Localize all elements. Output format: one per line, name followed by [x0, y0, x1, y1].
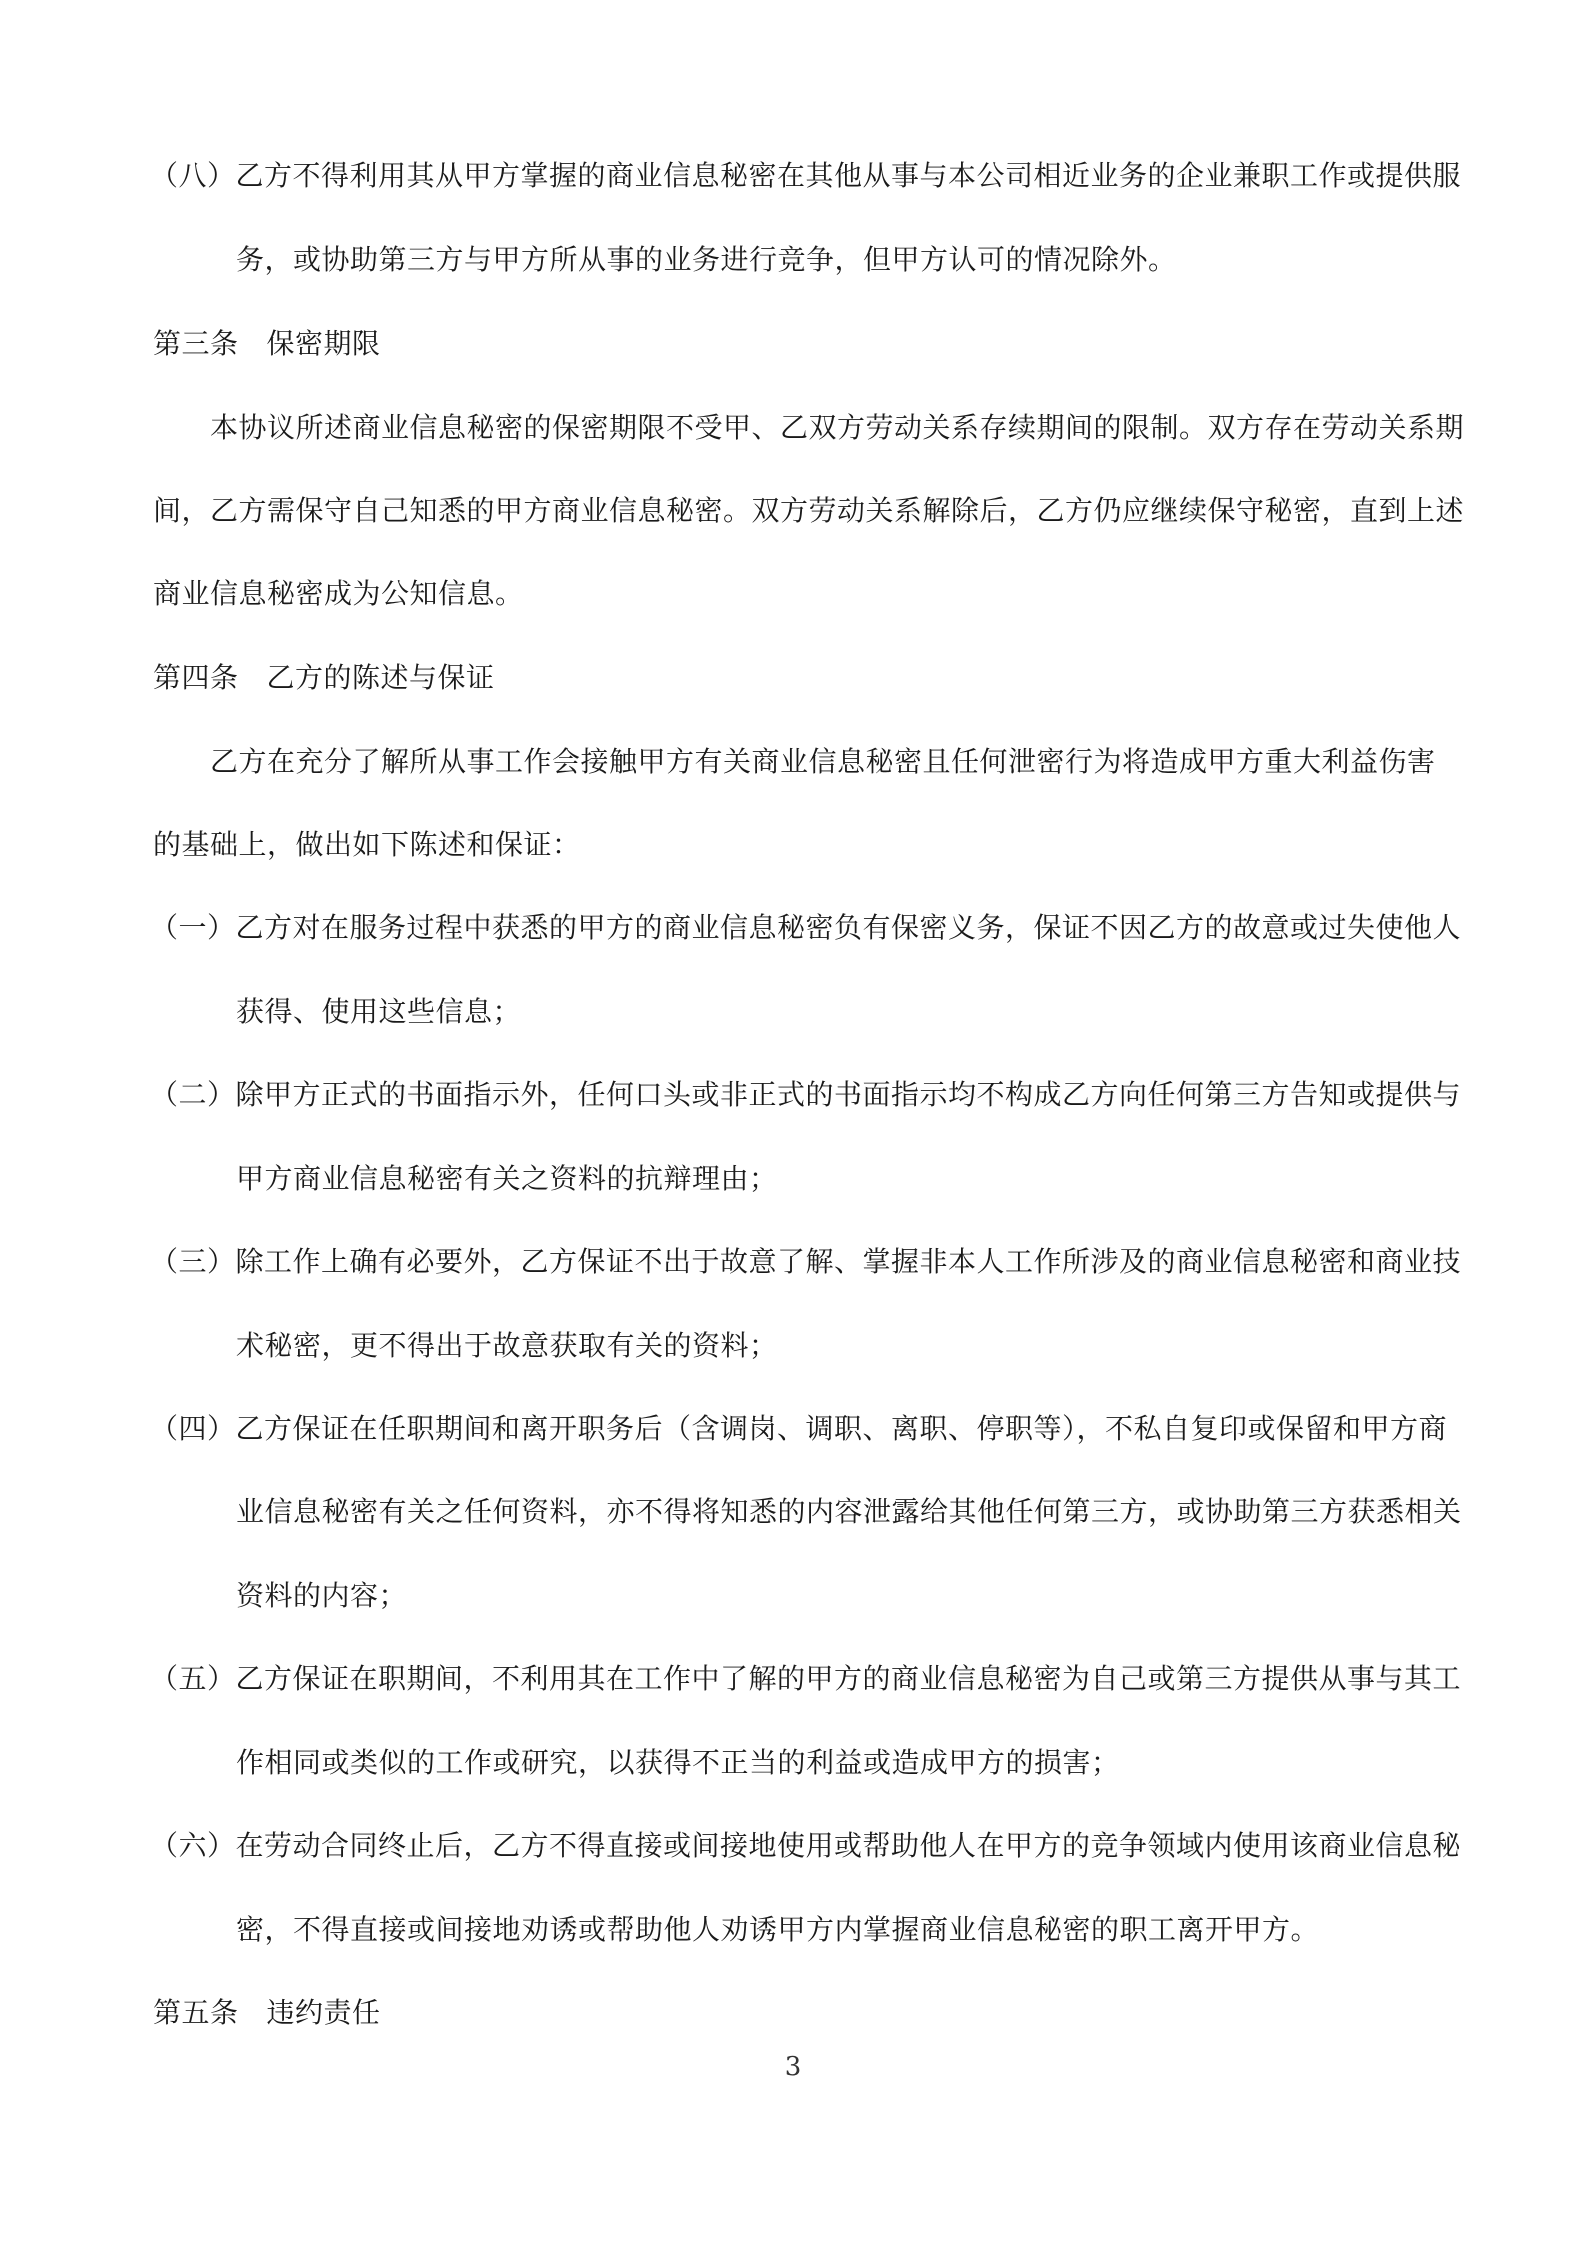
page-number: 3 [784, 2052, 802, 2082]
item-8-line-2: 务，或协助第三方与甲方所从事的业务进行竞争，但甲方认可的情况除外。 [236, 243, 1177, 276]
article-4-item-1-line-1: （一）乙方对在服务过程中获悉的甲方的商业信息秘密负有保密义务，保证不因乙方的故意或过失使他人 [150, 911, 1462, 944]
article-4-item-4-line-3: 资料的内容； [236, 1579, 408, 1612]
article-4-intro-line-1: 乙方在充分了解所从事工作会接触甲方有关商业信息秘密且任何泄密行为将造成甲方重大利益伤害 [210, 745, 1436, 778]
article-3-number: 第三条 [153, 327, 239, 360]
article-3-title: 保密期限 [266, 327, 381, 360]
article-3-para-line-3: 商业信息秘密成为公知信息。 [153, 577, 524, 610]
article-4-heading [153, 658, 495, 698]
article-3-para-line-1: 本协议所述商业信息秘密的保密期限不受甲、乙双方劳动关系存续期间的限制。双方存在劳动关系期 [210, 411, 1465, 444]
article-4-item-5-line-2: 作相同或类似的工作或研究，以获得不正当的利益或造成甲方的损害； [236, 1746, 1120, 1779]
article-4-item-3-line-1: （三）除工作上确有必要外，乙方保证不出于故意了解、掌握非本人工作所涉及的商业信息秘密和商业技 [150, 1245, 1462, 1278]
article-4-item-4-line-2: 业信息秘密有关之任何资料，亦不得将知悉的内容泄露给其他任何第三方，或协助第三方获悉相关 [236, 1495, 1462, 1528]
article-4-item-2-line-1: （二）除甲方正式的书面指示外，任何口头或非正式的书面指示均不构成乙方向任何第三方告知或提供与 [150, 1078, 1462, 1111]
article-4-title: 乙方的陈述与保证 [266, 661, 495, 694]
article-4-item-4-line-1: （四）乙方保证在任职期间和离开职务后（含调岗、调职、离职、停职等），不私自复印或保留和甲方商 [150, 1412, 1448, 1445]
article-5-number: 第五条 [153, 1996, 239, 2029]
item-8-line-1: （八）乙方不得利用其从甲方掌握的商业信息秘密在其他从事与本公司相近业务的企业兼职工作或提供服 [150, 159, 1462, 192]
article-4-item-3-line-2: 术秘密，更不得出于故意获取有关的资料； [236, 1329, 778, 1362]
article-5-heading [153, 1993, 381, 2033]
article-4-item-6-line-2: 密，不得直接或间接地劝诱或帮助他人劝诱甲方内掌握商业信息秘密的职工离开甲方。 [236, 1913, 1320, 1946]
article-4-item-5-line-1: （五）乙方保证在职期间，不利用其在工作中了解的甲方的商业信息秘密为自己或第三方提供从事与其工 [150, 1662, 1462, 1695]
article-4-item-2-line-2: 甲方商业信息秘密有关之资料的抗辩理由； [236, 1162, 778, 1195]
article-4-intro-line-2: 的基础上，做出如下陈述和保证： [153, 828, 581, 861]
article-5-title: 违约责任 [266, 1996, 381, 2029]
article-4-item-1-line-2: 获得、使用这些信息； [236, 995, 522, 1028]
article-4-item-6-line-1: （六）在劳动合同终止后，乙方不得直接或间接地使用或帮助他人在甲方的竞争领域内使用该商业信息秘 [150, 1829, 1462, 1862]
article-3-para-line-2: 间，乙方需保守自己知悉的甲方商业信息秘密。双方劳动关系解除后，乙方仍应继续保守秘密，直到上述 [153, 494, 1465, 527]
article-3-heading [153, 324, 381, 364]
article-4-number: 第四条 [153, 661, 239, 694]
